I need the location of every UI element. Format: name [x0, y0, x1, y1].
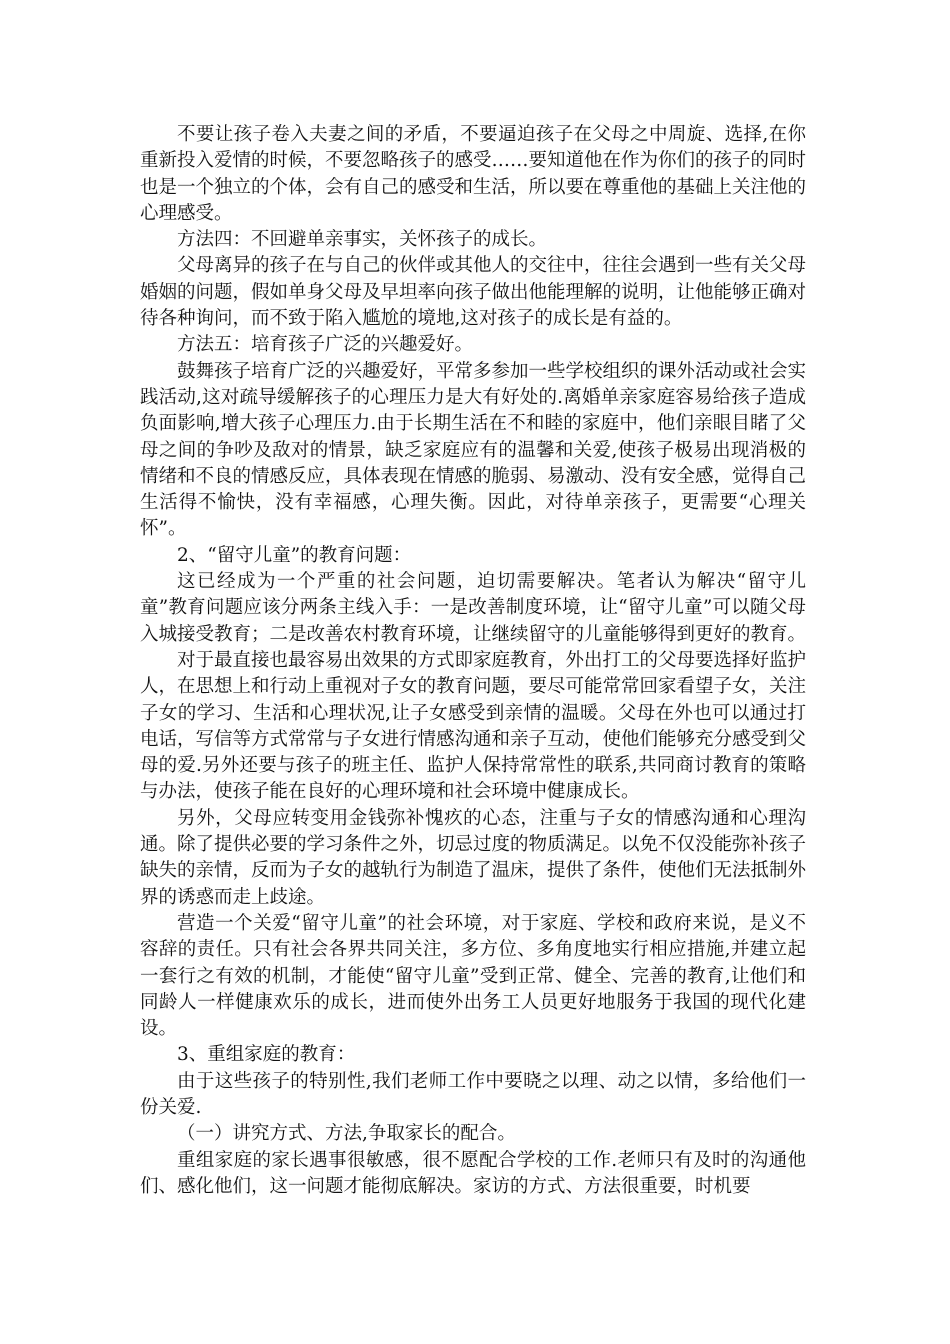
paragraph-method-four-heading: 方法四：不回避单亲事实，关怀孩子的成长。 [177, 229, 548, 251]
paragraph-method-five-heading: 方法五：培育孩子广泛的兴趣爱好。 [177, 334, 474, 356]
subheading-parent-cooperation: （一）讲究方式、方法,争取家长的配合。 [177, 1123, 516, 1145]
section-heading-left-behind-children: 2、“留守儿童”的教育问题： [177, 544, 412, 566]
paragraph-3: 父母离异的孩子在与自己的伙伴或其他人的交往中，往往会遇到一些有关父母婚姻的问题，假如单身父母及早坦率向孩子做出他能理解的说明，让他能够正确对待各种询问，而不致于陷入尴尬的境地,这对孩子的成长是有益的。 [140, 255, 807, 330]
paragraph-7: 这已经成为一个严重的社会问题，迫切需要解决。笔者认为解决“留守儿童”教育问题应该分两条主线入手：一是改善制度环境，让“留守儿童”可以随父母入城接受教育；二是改善农村教育环境，让继续留守的儿童能够得到更好的教育。 [140, 571, 807, 645]
paragraph-8: 对于最直接也最容易出效果的方式即家庭教育，外出打工的父母要选择好监护人，在思想上和行动上重视对子女的教育问题，要尽可能常常回家看望子女，关注子女的学习、生活和心理状况,让子女感受到亲情的温暖。父母在外也可以通过打电话，写信等方式常常与子女进行情感沟通和亲子互动，使他们能够充分感受到父母的爱.另外还要与孩子的班主任、监护人保持常常性的联系,共同商讨教育的策略与办法，使孩子能在良好的心理环境和社会环境中健康成长。 [140, 649, 807, 803]
paragraph-5: 鼓舞孩子培育广泛的兴趣爱好，平常多参加一些学校组织的课外活动或社会实践活动,这对疏导缓解孩子的心理压力是大有好处的.离婚单亲家庭容易给孩子造成负面影响,增大孩子心理压力.由于长期生活在不和睦的家庭中，他们亲眼目睹了父母之间的争吵及敌对的情景，缺乏家庭应有的温馨和关爱,使孩子极易出现消极的情绪和不良的情感反应，具体表现在情感的脆弱、易激动、没有安全感，觉得自己生活得不愉快，没有幸福感，心理失衡。因此，对待单亲孩子，更需要“心理关怀”。 [140, 360, 807, 540]
paragraph-10: 营造一个关爱“留守儿童”的社会环境，对于家庭、学校和政府来说，是义不容辞的责任。只有社会各界共同关注，多方位、多角度地实行相应措施,并建立起一套行之有效的机制，才能使“留守儿童”受到正常、健全、完善的教育,让他们和同龄人一样健康欢乐的成长，进而使外出务工人员更好地服务于我国的现代化建设。 [140, 912, 806, 1040]
section-heading-reorganized-family: 3、重组家庭的教育： [177, 1044, 356, 1066]
document-body [140, 122, 806, 1200]
paragraph-14: 重组家庭的家长遇事很敏感，很不愿配合学校的工作.老师只有及时的沟通他们、感化他们，这一问题才能彻底解决。家访的方式、方法很重要，时机要 [140, 1149, 806, 1197]
paragraph-9: 另外，父母应转变用金钱弥补愧疚的心态，注重与子女的情感沟通和心理沟通。除了提供必要的学习条件之外，切忌过度的物质满足。以免不仅没能弥补孩子缺失的亲情，反而为子女的越轨行为制造了温床，提供了条件，使他们无法抵制外界的诱惑而走上歧途。 [140, 807, 807, 908]
paragraph-1: 不要让孩子卷入夫妻之间的矛盾，不要逼迫孩子在父母之中周旋、选择,在你重新投入爱情的时候，不要忽略孩子的感受……要知道他在作为你们的孩子的同时也是一个独立的个体，会有自己的感受和生活，所以要在尊重他的基础上关注他的心理感受。 [140, 124, 807, 224]
paragraph-12: 由于这些孩子的特别性,我们老师工作中要晓之以理、动之以情，多给他们一份关爱. [140, 1070, 806, 1118]
